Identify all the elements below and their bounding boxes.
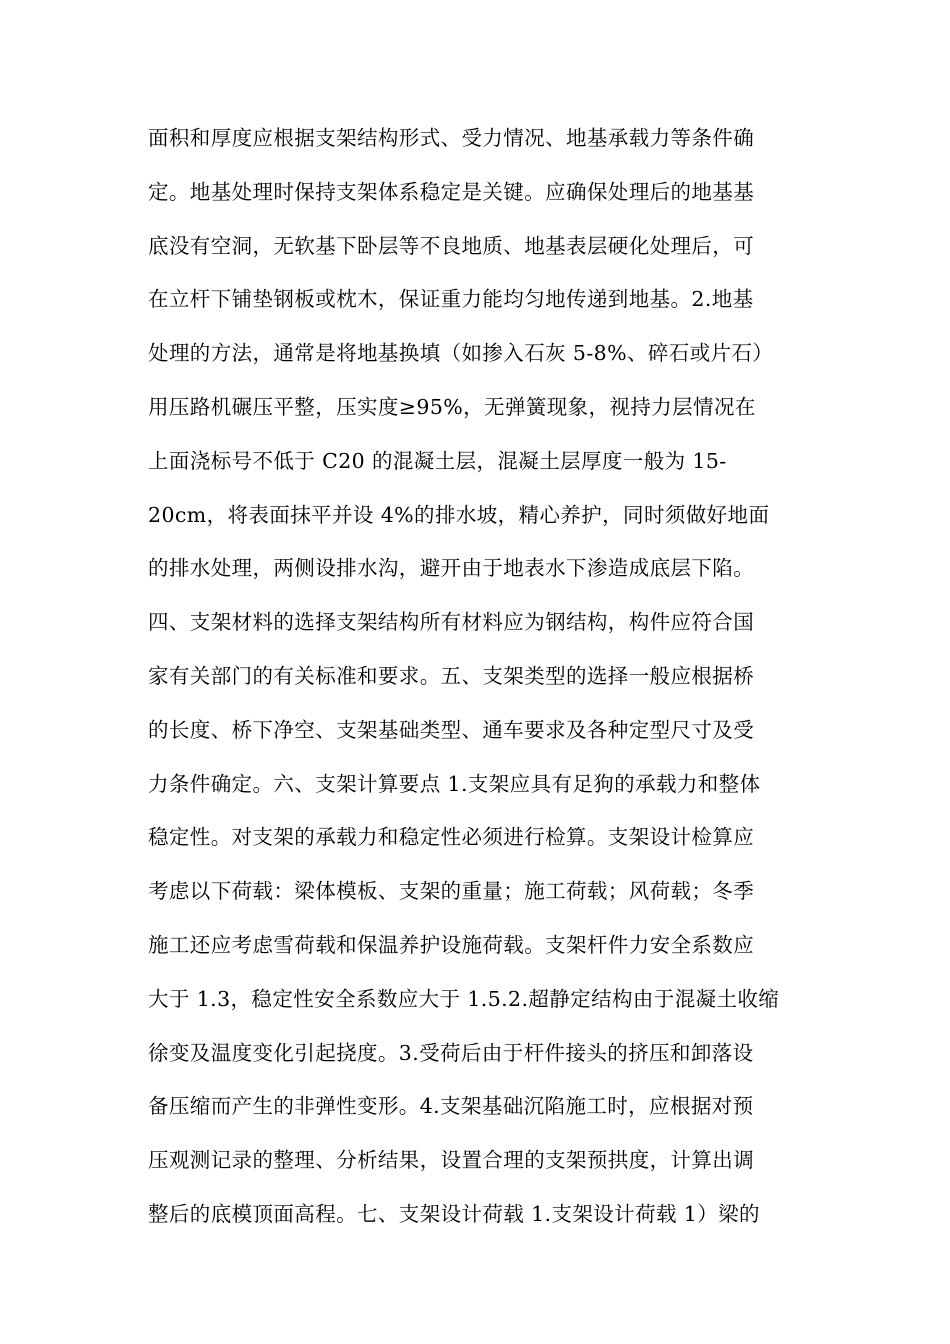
text-line: 稳定性。对支架的承载力和稳定性必须进行检算。支架设计检算应: [148, 825, 755, 850]
text-line: 面积和厚度应根据支架结构形式、受力情况、地基承载力等条件确: [148, 126, 755, 150]
text-line: 大于 1.3，稳定性安全系数应大于 1.5.2.超静定结构由于混凝土收缩: [148, 986, 780, 1011]
text-line: 备压缩而产生的非弹性变形。4.支架基础沉陷施工时，应根据对预: [148, 1094, 754, 1119]
text-line: 整后的底模顶面高程。七、支架设计荷载 1.支架设计荷载 1）梁的: [148, 1201, 760, 1226]
text-line: 定。地基处理时保持支架体系稳定是关键。应确保处理后的地基基: [148, 179, 755, 204]
text-line: 20cm，将表面抹平并设 4%的排水坡，精心养护，同时须做好地面: [148, 502, 770, 527]
text-line: 上面浇标号不低于 C20 的混凝土层，混凝土层厚度一般为 15-: [148, 448, 727, 473]
text-line: 的长度、桥下净空、支架基础类型、通车要求及各种定型尺寸及受: [148, 717, 755, 742]
body-text: [148, 118, 808, 1248]
text-line: 考虑以下荷载：梁体模板、支架的重量；施工荷载；风荷载；冬季: [148, 879, 755, 904]
text-line: 家有关部门的有关标准和要求。五、支架类型的选择一般应根据桥: [148, 663, 755, 688]
text-line: 压观测记录的整理、分析结果，设置合理的支架预拱度，计算出调: [148, 1148, 755, 1173]
text-line: 用压路机碾压平整，压实度≥95%，无弹簧现象，视持力层情况在: [148, 394, 756, 419]
text-line: 的排水处理，两侧设排水沟，避开由于地表水下渗造成底层下陷。: [148, 556, 755, 581]
text-line: 在立杆下铺垫钢板或枕木，保证重力能均匀地传递到地基。2.地基: [148, 287, 754, 312]
text-line: 力条件确定。六、支架计算要点 1.支架应具有足狗的承载力和整体: [148, 771, 761, 796]
text-line: 徐变及温度变化引起挠度。3.受荷后由于杆件接头的挤压和卸落设: [148, 1040, 754, 1065]
text-line: 四、支架材料的选择支架结构所有材料应为钢结构，构件应符合国: [148, 610, 755, 635]
text-line: 处理的方法，通常是将地基换填（如掺入石灰 5-8%、碎石或片石）: [148, 341, 774, 366]
text-line: 施工还应考虑雪荷载和保温养护设施荷载。支架杆件力安全系数应: [148, 932, 755, 957]
text-line: 底没有空洞，无软基下卧层等不良地质、地基表层硬化处理后，可: [148, 233, 755, 258]
